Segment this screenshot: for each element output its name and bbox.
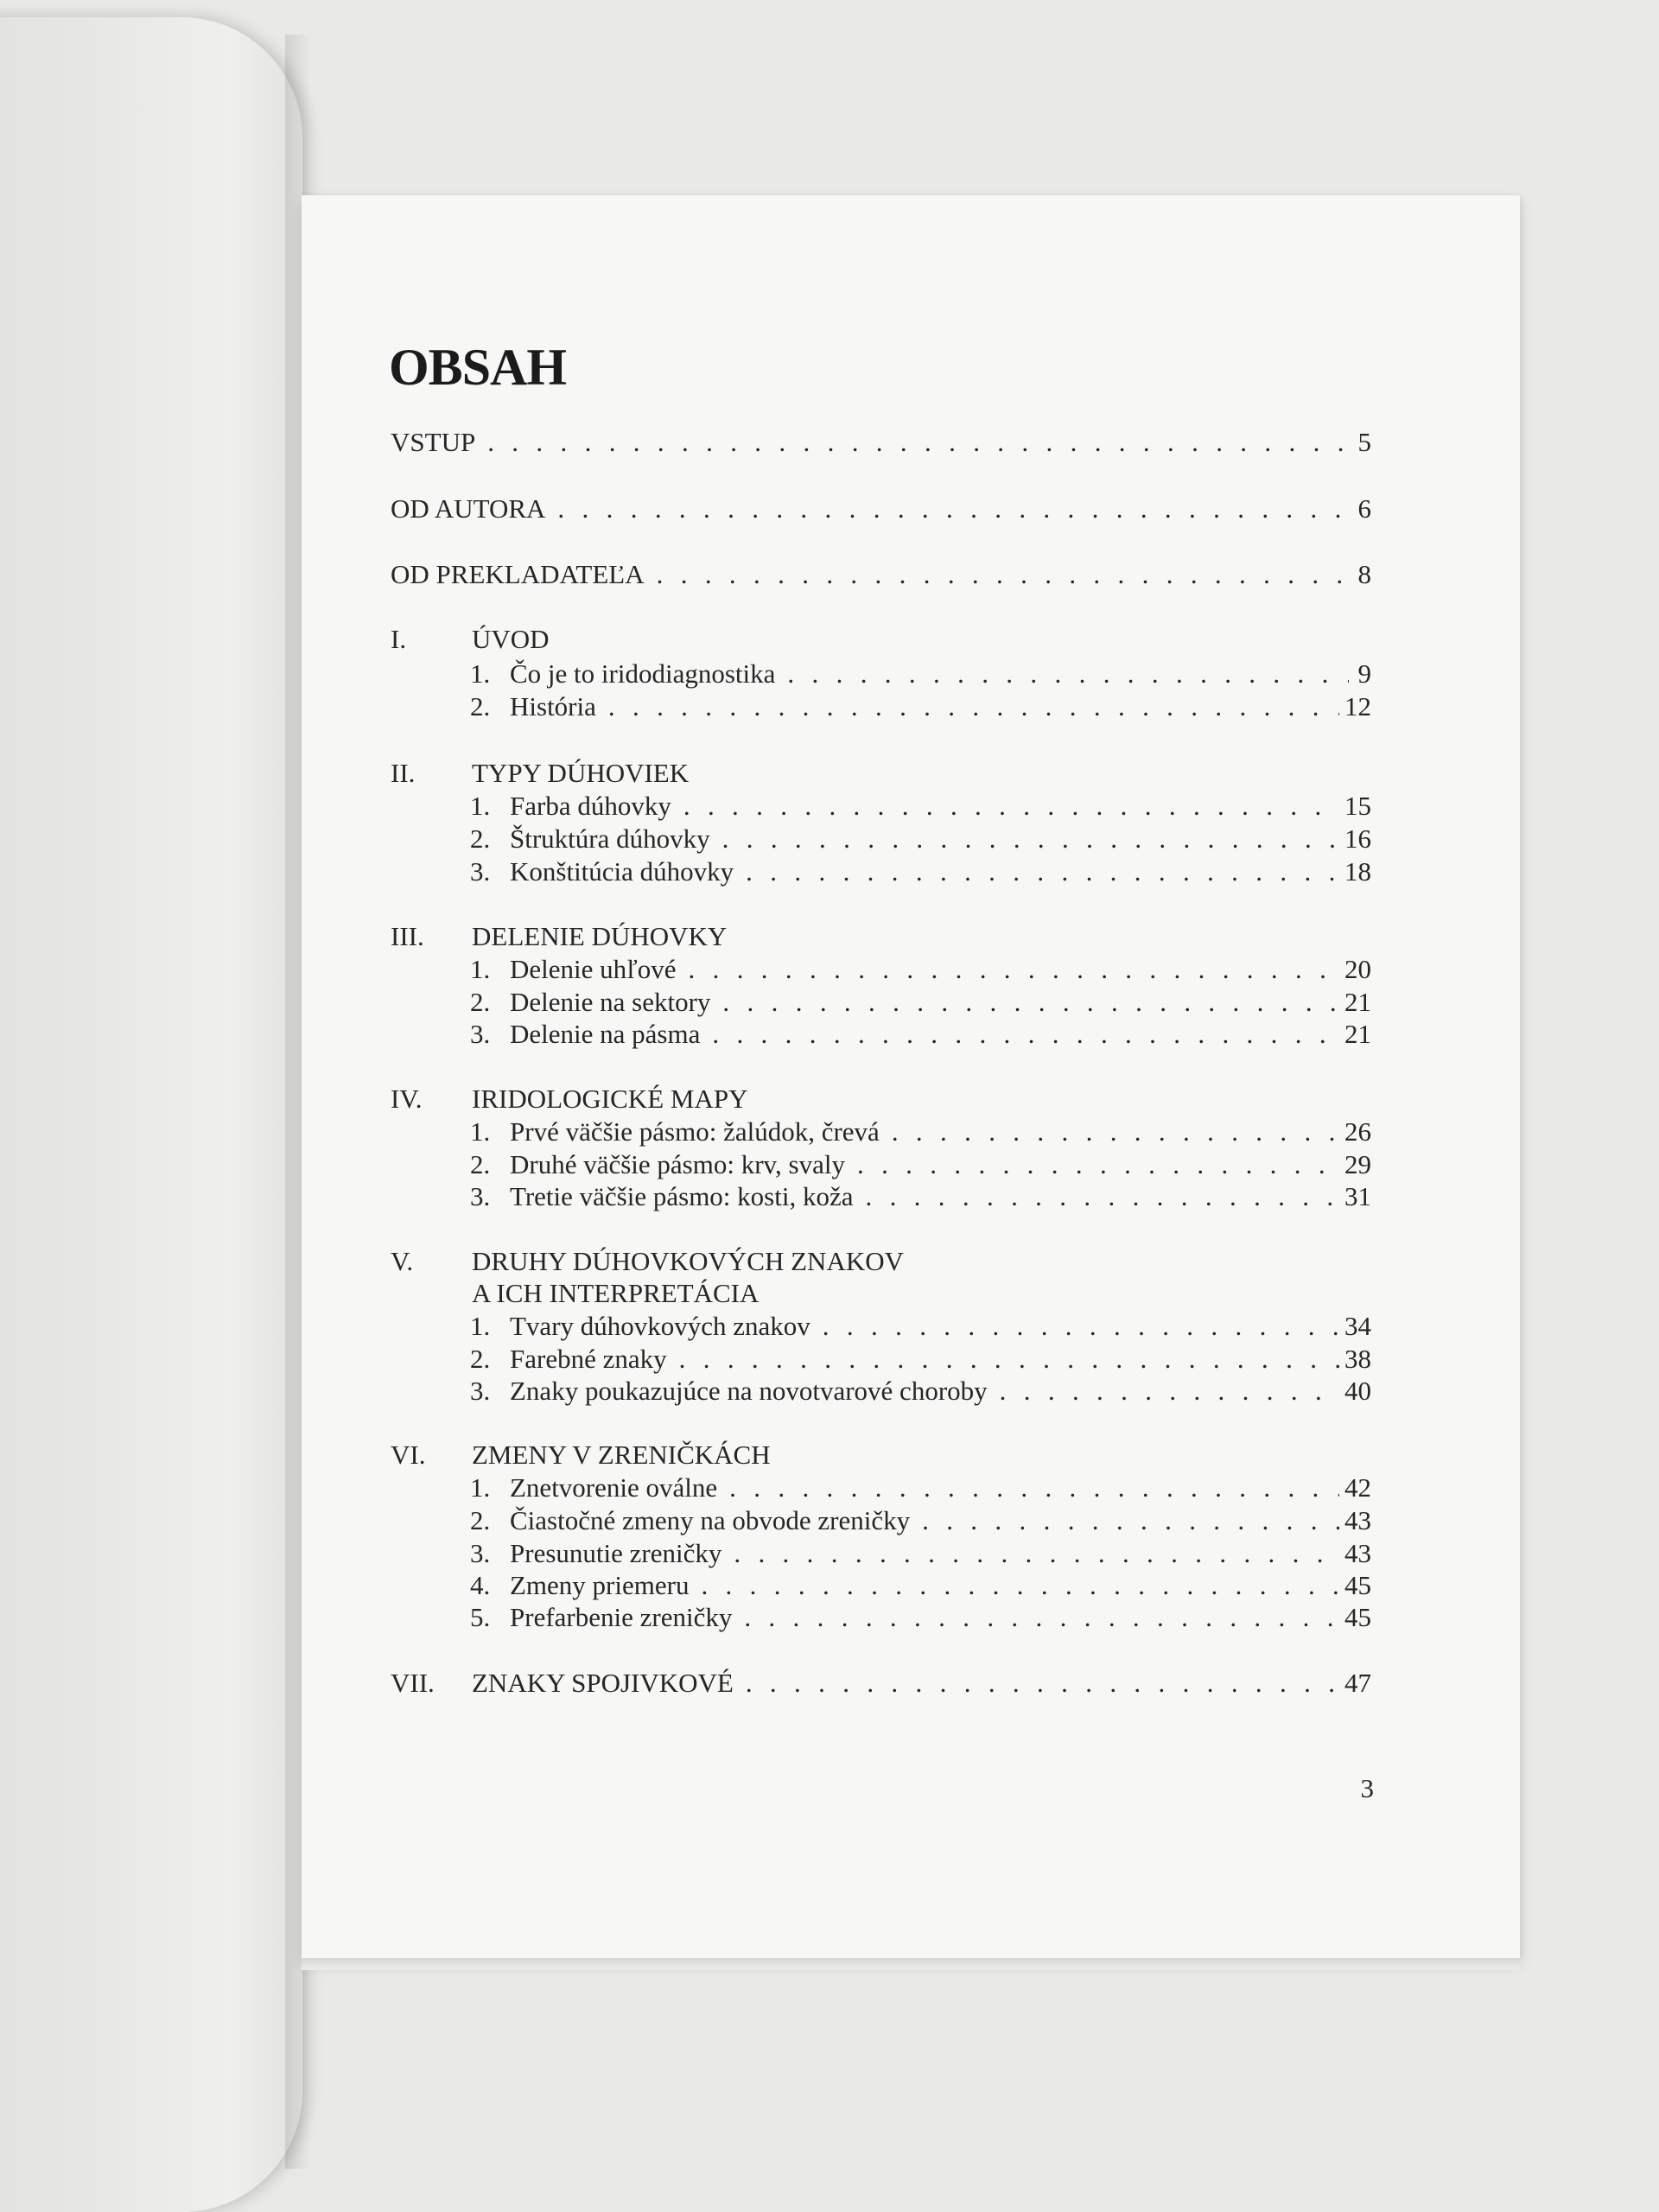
subentry-number: 4. <box>470 1570 491 1600</box>
subentry-number: 1. <box>470 658 491 689</box>
toc-subentry <box>470 1471 1371 1505</box>
toc-subentry <box>470 1342 1371 1376</box>
subentry-page: 42 <box>1344 1472 1371 1503</box>
leader-dots <box>1000 1374 1339 1408</box>
subentry-number: 2. <box>470 987 491 1017</box>
subentry-number: 2. <box>470 1344 491 1374</box>
subentry-label: Farebné znaky <box>510 1344 667 1374</box>
subentry-page: 45 <box>1344 1570 1371 1600</box>
toc-entry-chapter-vii <box>472 1666 1371 1700</box>
subentry-label: Farba dúhovky <box>510 791 671 821</box>
toc-subentry <box>470 789 1371 823</box>
subentry-label: Čiastočné zmeny na obvode zreničky <box>510 1505 911 1535</box>
subentry-label: Tretie väčšie pásmo: kosti, koža <box>510 1181 854 1211</box>
leader-dots <box>857 1147 1339 1182</box>
subentry-label: Znaky poukazujúce na novotvarové choroby <box>510 1376 988 1406</box>
toc-entry-page: 8 <box>1357 559 1371 589</box>
subentry-number: 2. <box>470 823 491 854</box>
leader-dots <box>487 425 1349 460</box>
toc-entry-od-prekladatela <box>391 557 1371 592</box>
leader-dots <box>679 1342 1339 1376</box>
chapter-title-line2: A ICH INTERPRETÁCIA <box>472 1278 760 1308</box>
leader-dots <box>744 1600 1339 1635</box>
toc-entry-vstup <box>391 425 1371 460</box>
page-edge <box>302 1958 1520 1970</box>
chapter-number: VI. <box>391 1440 426 1470</box>
subentry-number: 1. <box>470 1116 491 1147</box>
subentry-label: Delenie uhľové <box>510 954 677 984</box>
subentry-page: 26 <box>1344 1116 1371 1147</box>
subentry-label: Delenie na pásma <box>510 1019 701 1049</box>
subentry-page: 43 <box>1344 1505 1371 1535</box>
leader-dots <box>712 1017 1339 1052</box>
toc-subentry <box>470 952 1371 987</box>
chapter-number: III. <box>391 921 424 951</box>
subentry-page: 15 <box>1344 791 1371 821</box>
toc-subentry <box>470 657 1371 691</box>
toc-entry-od-autora <box>391 492 1371 526</box>
chapter-title: DRUHY DÚHOVKOVÝCH ZNAKOV <box>472 1246 904 1276</box>
subentry-number: 3. <box>470 1376 491 1406</box>
leader-dots <box>722 985 1339 1020</box>
subentry-label: Prvé väčšie pásmo: žalúdok, črevá <box>510 1116 880 1147</box>
subentry-page: 43 <box>1344 1538 1371 1568</box>
subentry-number: 3. <box>470 1181 491 1211</box>
subentry-label: Presunutie zreničky <box>510 1538 722 1568</box>
toc-title: OBSAH <box>389 339 567 396</box>
toc-subentry <box>470 1374 1371 1408</box>
subentry-page: 31 <box>1344 1181 1371 1211</box>
leader-dots <box>701 1568 1339 1603</box>
leader-dots <box>823 1309 1339 1344</box>
chapter-title: TYPY DÚHOVIEK <box>472 758 690 788</box>
subentry-number: 1. <box>470 1311 491 1341</box>
leader-dots <box>787 657 1349 691</box>
chapter-title: ÚVOD <box>472 624 550 654</box>
subentry-label: Konštitúcia dúhovky <box>510 856 734 887</box>
leader-dots <box>746 855 1339 889</box>
subentry-label: Druhé väčšie pásmo: krv, svaly <box>510 1149 845 1179</box>
leader-dots <box>657 557 1349 592</box>
chapter-number: I. <box>391 624 407 654</box>
subentry-number: 1. <box>470 1472 491 1503</box>
subentry-label: Prefarbenie zreničky <box>510 1602 733 1632</box>
subentry-number: 3. <box>470 1538 491 1568</box>
toc-subentry <box>470 822 1371 856</box>
subentry-page: 16 <box>1344 823 1371 854</box>
toc-subentry <box>470 1147 1371 1182</box>
chapter-page: 47 <box>1344 1668 1371 1698</box>
subentry-label: História <box>510 691 596 721</box>
subentry-page: 20 <box>1344 954 1371 984</box>
leader-dots <box>683 789 1339 823</box>
subentry-label: Čo je to iridodiagnostika <box>510 658 776 689</box>
subentry-label: Štruktúra dúhovky <box>510 823 710 854</box>
page-number: 3 <box>1360 1773 1374 1803</box>
subentry-label: Tvary dúhovkových znakov <box>510 1311 810 1341</box>
toc-entry-label: OD PREKLADATEĽA <box>391 559 645 589</box>
leader-dots <box>557 492 1349 526</box>
toc-subentry <box>470 690 1371 724</box>
subentry-number: 2. <box>470 691 491 721</box>
chapter-title: IRIDOLOGICKÉ MAPY <box>472 1084 748 1114</box>
toc-entry-label: VSTUP <box>391 427 476 457</box>
toc-entry-label: OD AUTORA <box>391 493 546 524</box>
toc-subentry <box>470 1115 1371 1149</box>
toc-subentry <box>470 1568 1371 1603</box>
chapter-number: VII. <box>391 1668 435 1698</box>
subentry-number: 2. <box>470 1149 491 1179</box>
toc-subentry <box>470 1536 1371 1571</box>
leader-dots <box>608 690 1339 724</box>
subentry-number: 3. <box>470 856 491 887</box>
chapter-title: ZMENY V ZRENIČKÁCH <box>472 1440 771 1470</box>
left-facing-page <box>0 17 302 2212</box>
leader-dots <box>734 1536 1339 1571</box>
toc-subentry <box>470 1600 1371 1635</box>
chapter-title: DELENIE DÚHOVKY <box>472 921 728 951</box>
toc-subentry <box>470 1309 1371 1344</box>
subentry-page: 12 <box>1344 691 1371 721</box>
leader-dots <box>689 952 1340 987</box>
toc-subentry <box>470 1017 1371 1052</box>
subentry-number: 1. <box>470 791 491 821</box>
subentry-page: 21 <box>1344 1019 1371 1049</box>
subentry-label: Znetvorenie oválne <box>510 1472 718 1503</box>
toc-subentry <box>470 985 1371 1020</box>
subentry-label: Zmeny priemeru <box>510 1570 690 1600</box>
toc-subentry <box>470 855 1371 889</box>
leader-dots <box>922 1503 1339 1538</box>
toc-subentry <box>470 1179 1371 1214</box>
leader-dots <box>865 1179 1339 1214</box>
toc-entry-page: 6 <box>1357 493 1371 524</box>
leader-dots <box>746 1666 1339 1700</box>
subentry-page: 21 <box>1344 987 1371 1017</box>
subentry-page: 34 <box>1344 1311 1371 1341</box>
subentry-label: Delenie na sektory <box>510 987 711 1017</box>
chapter-number: II. <box>391 758 416 788</box>
chapter-number: IV. <box>391 1084 423 1114</box>
leader-dots <box>729 1471 1339 1505</box>
subentry-page: 29 <box>1344 1149 1371 1179</box>
subentry-page: 40 <box>1344 1376 1371 1406</box>
chapter-title: ZNAKY SPOJIVKOVÉ <box>472 1668 734 1698</box>
subentry-page: 38 <box>1344 1344 1371 1374</box>
chapter-number: V. <box>391 1246 414 1276</box>
subentry-page: 18 <box>1344 856 1371 887</box>
leader-dots <box>722 822 1339 856</box>
toc-entry-page: 5 <box>1357 427 1371 457</box>
subentry-page: 45 <box>1344 1602 1371 1632</box>
subentry-number: 5. <box>470 1602 491 1632</box>
subentry-page: 9 <box>1357 658 1371 689</box>
leader-dots <box>892 1115 1339 1149</box>
subentry-number: 1. <box>470 954 491 984</box>
subentry-number: 3. <box>470 1019 491 1049</box>
subentry-number: 2. <box>470 1505 491 1535</box>
toc-subentry <box>470 1503 1371 1538</box>
